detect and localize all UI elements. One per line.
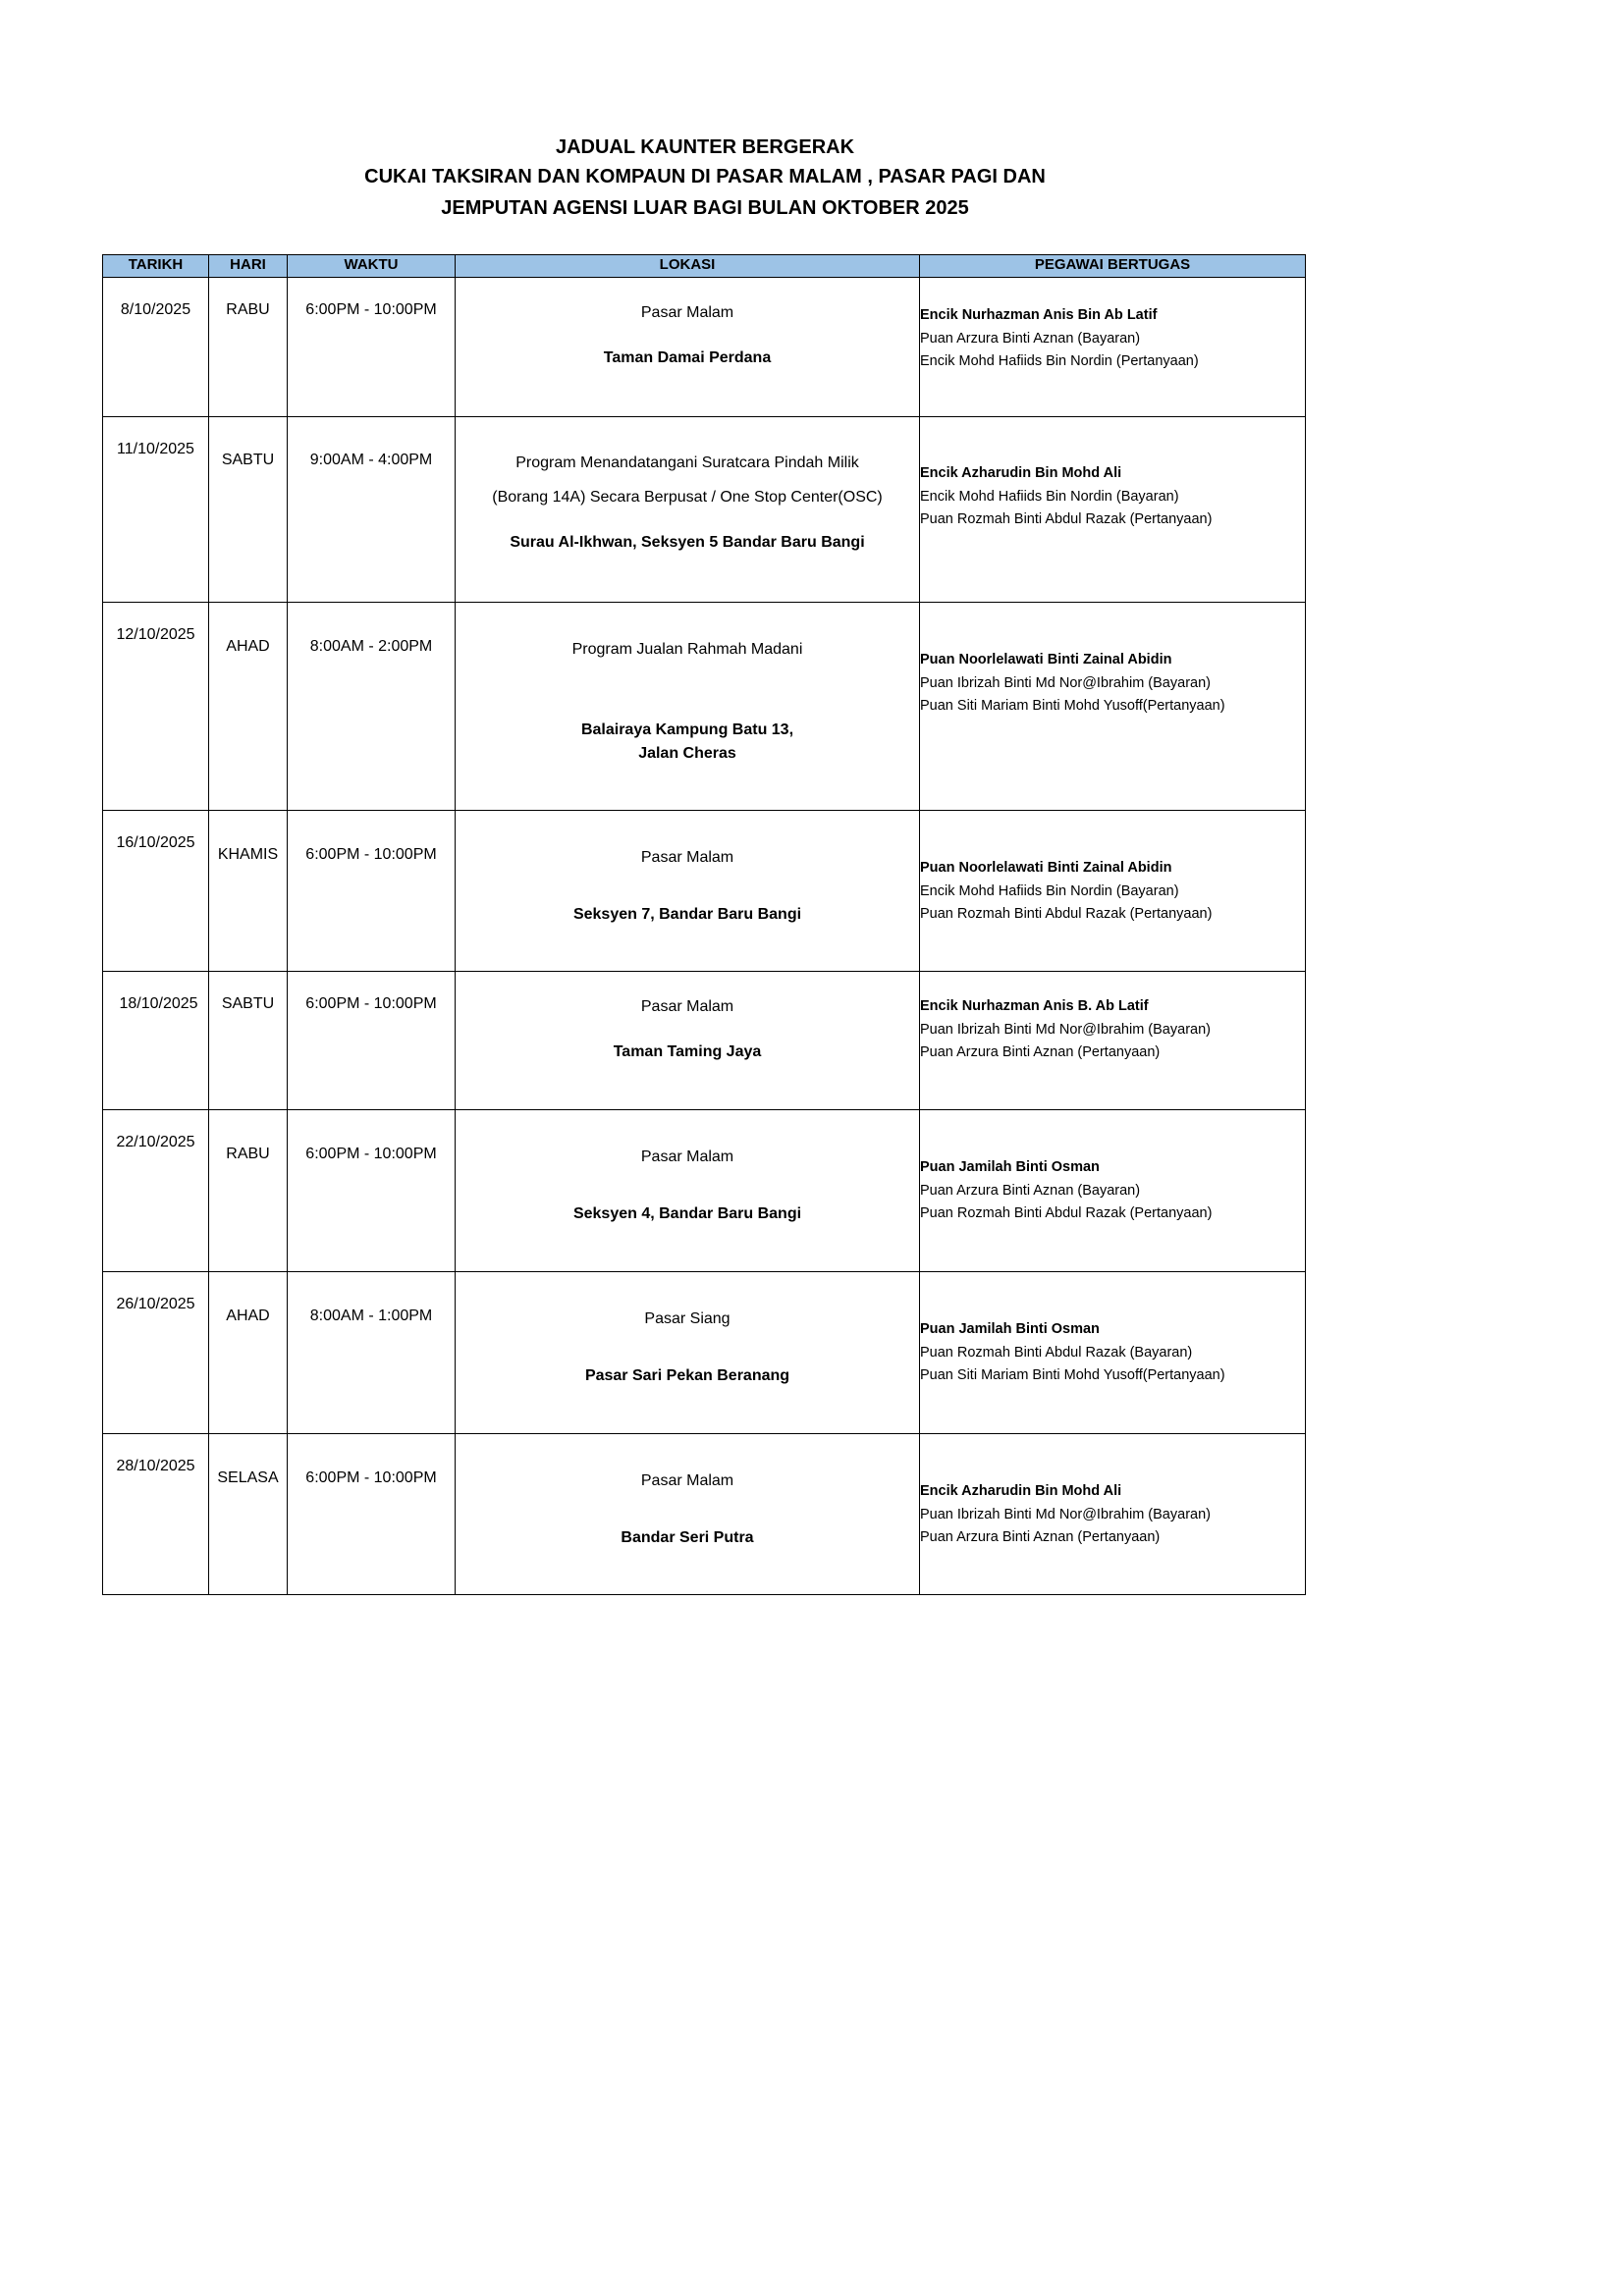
pegawai-ketua: Puan Jamilah Binti Osman: [920, 1159, 1100, 1175]
tarikh-text: 18/10/2025: [119, 995, 198, 1012]
header-tarikh: TARIKH: [103, 255, 209, 278]
lokasi-type: Pasar Siang: [644, 1310, 731, 1327]
lokasi-type: Pasar Malam: [640, 849, 734, 866]
doc-title-line-1: JADUAL KAUNTER BERGERAK: [555, 136, 855, 158]
cell-pegawai: [920, 972, 1306, 1110]
cell-lokasi: [456, 1434, 920, 1595]
lokasi-place: Pasar Sari Pekan Beranang: [584, 1367, 790, 1384]
cell-pegawai: [920, 603, 1306, 811]
cell-waktu: [288, 811, 456, 972]
lokasi-place: Surau Al-Ikhwan, Seksyen 5 Bandar Baru Bangi: [510, 534, 865, 551]
tarikh-text: 8/10/2025: [120, 301, 191, 318]
lokasi-type: Pasar Malam: [640, 1148, 734, 1165]
hari-text: RABU: [226, 301, 270, 318]
pegawai-bayaran: Puan Rozmah Binti Abdul Razak (Bayaran): [920, 1344, 1193, 1361]
table-row: [103, 1434, 1306, 1595]
cell-waktu: [288, 278, 456, 417]
pegawai-pertanyaan: Puan Rozmah Binti Abdul Razak (Pertanyaan): [920, 1205, 1213, 1221]
pegawai-bayaran: Puan Ibrizah Binti Md Nor@Ibrahim (Bayaran): [920, 674, 1211, 691]
lokasi-type: Program Menandatangani Suratcara Pindah Milik: [515, 454, 859, 471]
waktu-text: 9:00AM - 4:00PM: [309, 452, 433, 468]
cell-pegawai: [920, 1434, 1306, 1595]
cell-tarikh: [103, 1110, 209, 1272]
pegawai-pertanyaan: Puan Siti Mariam Binti Mohd Yusoff(Pertanyaan): [920, 1367, 1225, 1383]
schedule-table: [102, 254, 1306, 1595]
cell-lokasi: [456, 1272, 920, 1434]
lokasi-place: Seksyen 7, Bandar Baru Bangi: [572, 906, 802, 923]
pegawai-bayaran: Puan Ibrizah Binti Md Nor@Ibrahim (Bayaran): [920, 1021, 1211, 1038]
pegawai-bayaran: Puan Ibrizah Binti Md Nor@Ibrahim (Bayaran): [920, 1506, 1211, 1522]
cell-waktu: [288, 1434, 456, 1595]
cell-pegawai: [920, 811, 1306, 972]
cell-lokasi: [456, 811, 920, 972]
hari-text: SABTU: [221, 995, 275, 1012]
cell-hari: [209, 1272, 288, 1434]
header-waktu: WAKTU: [288, 255, 456, 278]
lokasi-type: Pasar Malam: [640, 1472, 734, 1489]
header-lokasi: LOKASI: [456, 255, 920, 278]
tarikh-text: 12/10/2025: [116, 626, 195, 643]
waktu-text: 6:00PM - 10:00PM: [305, 846, 437, 863]
pegawai-pertanyaan: Puan Arzura Binti Aznan (Pertanyaan): [920, 1529, 1161, 1545]
cell-hari: [209, 1434, 288, 1595]
hari-text: AHAD: [226, 1308, 270, 1324]
table-row: [103, 811, 1306, 972]
lokasi-place: Taman Damai Perdana: [603, 349, 772, 366]
doc-title-line-2: CUKAI TAKSIRAN DAN KOMPAUN DI PASAR MALAM , PASAR PAGI DAN: [364, 166, 1046, 187]
cell-waktu: [288, 1272, 456, 1434]
tarikh-text: 28/10/2025: [116, 1458, 195, 1474]
pegawai-bayaran: Puan Arzura Binti Aznan (Bayaran): [920, 1182, 1141, 1199]
hari-text: KHAMIS: [217, 846, 279, 863]
lokasi-place: Balairaya Kampung Batu 13,: [580, 721, 794, 738]
cell-tarikh: [103, 278, 209, 417]
pegawai-ketua: Encik Azharudin Bin Mohd Ali: [920, 1483, 1122, 1499]
lokasi-place: Seksyen 4, Bandar Baru Bangi: [572, 1205, 802, 1222]
doc-title-line-3: JEMPUTAN AGENSI LUAR BAGI BULAN OKTOBER 2025: [441, 197, 969, 219]
cell-hari: [209, 603, 288, 811]
cell-hari: [209, 811, 288, 972]
hari-text: SABTU: [221, 452, 275, 468]
cell-hari: [209, 1110, 288, 1272]
table-header-row: [103, 255, 1306, 278]
cell-tarikh: [103, 417, 209, 603]
cell-waktu: [288, 417, 456, 603]
table-row: [103, 1110, 1306, 1272]
cell-tarikh: [103, 811, 209, 972]
lokasi-type: Pasar Malam: [640, 304, 734, 321]
cell-lokasi: [456, 603, 920, 811]
hari-text: RABU: [226, 1146, 270, 1162]
hari-text: AHAD: [226, 638, 270, 655]
lokasi-type: Pasar Malam: [640, 998, 734, 1015]
tarikh-text: 16/10/2025: [116, 834, 195, 851]
cell-hari: [209, 972, 288, 1110]
cell-lokasi: [456, 278, 920, 417]
cell-tarikh: [103, 1272, 209, 1434]
table-row: [103, 603, 1306, 811]
waktu-text: 8:00AM - 2:00PM: [309, 638, 433, 655]
pegawai-pertanyaan: Puan Arzura Binti Aznan (Pertanyaan): [920, 1044, 1161, 1060]
cell-pegawai: [920, 1110, 1306, 1272]
cell-lokasi: [456, 1110, 920, 1272]
cell-lokasi: [456, 417, 920, 603]
lokasi-place: Bandar Seri Putra: [621, 1529, 754, 1546]
tarikh-text: 11/10/2025: [117, 441, 194, 457]
cell-pegawai: [920, 417, 1306, 603]
pegawai-ketua: Encik Nurhazman Anis Bin Ab Latif: [920, 307, 1158, 323]
hari-text: SELASA: [217, 1469, 279, 1486]
pegawai-bayaran: Encik Mohd Hafiids Bin Nordin (Bayaran): [920, 488, 1179, 505]
pegawai-ketua: Puan Noorlelawati Binti Zainal Abidin: [920, 652, 1172, 667]
cell-pegawai: [920, 1272, 1306, 1434]
table-row: [103, 278, 1306, 417]
pegawai-ketua: Puan Jamilah Binti Osman: [920, 1321, 1100, 1337]
lokasi-place: Taman Taming Jaya: [613, 1043, 762, 1060]
waktu-text: 8:00AM - 1:00PM: [309, 1308, 433, 1324]
waktu-text: 6:00PM - 10:00PM: [305, 995, 437, 1012]
cell-hari: [209, 278, 288, 417]
cell-waktu: [288, 1110, 456, 1272]
pegawai-ketua: Puan Noorlelawati Binti Zainal Abidin: [920, 860, 1172, 876]
pegawai-pertanyaan: Puan Rozmah Binti Abdul Razak (Pertanyaan): [920, 906, 1213, 922]
pegawai-ketua: Encik Nurhazman Anis B. Ab Latif: [920, 998, 1149, 1014]
tarikh-text: 22/10/2025: [116, 1134, 195, 1150]
table-row: [103, 1272, 1306, 1434]
table-row: [103, 417, 1306, 603]
table-row: [103, 972, 1306, 1110]
cell-pegawai: [920, 278, 1306, 417]
cell-tarikh: [103, 972, 209, 1110]
lokasi-type: Program Jualan Rahmah Madani: [571, 641, 803, 658]
pegawai-bayaran: Encik Mohd Hafiids Bin Nordin (Bayaran): [920, 882, 1179, 899]
cell-waktu: [288, 972, 456, 1110]
pegawai-ketua: Encik Azharudin Bin Mohd Ali: [920, 465, 1122, 481]
pegawai-bayaran: Puan Arzura Binti Aznan (Bayaran): [920, 330, 1141, 347]
pegawai-pertanyaan: Puan Rozmah Binti Abdul Razak (Pertanyaan): [920, 511, 1213, 527]
waktu-text: 6:00PM - 10:00PM: [305, 301, 437, 318]
tarikh-text: 26/10/2025: [116, 1296, 195, 1312]
waktu-text: 6:00PM - 10:00PM: [305, 1469, 437, 1486]
lokasi-type-cont: (Borang 14A) Secara Berpusat / One Stop Center(OSC): [492, 489, 883, 506]
cell-tarikh: [103, 603, 209, 811]
header-hari: HARI: [209, 255, 288, 278]
lokasi-place-cont: Jalan Cheras: [638, 745, 736, 762]
pegawai-pertanyaan: Puan Siti Mariam Binti Mohd Yusoff(Pertanyaan): [920, 698, 1225, 714]
cell-lokasi: [456, 972, 920, 1110]
waktu-text: 6:00PM - 10:00PM: [305, 1146, 437, 1162]
cell-tarikh: [103, 1434, 209, 1595]
cell-waktu: [288, 603, 456, 811]
pegawai-pertanyaan: Encik Mohd Hafiids Bin Nordin (Pertanyaan): [920, 353, 1199, 369]
cell-hari: [209, 417, 288, 603]
header-pegawai: PEGAWAI BERTUGAS: [920, 255, 1306, 278]
